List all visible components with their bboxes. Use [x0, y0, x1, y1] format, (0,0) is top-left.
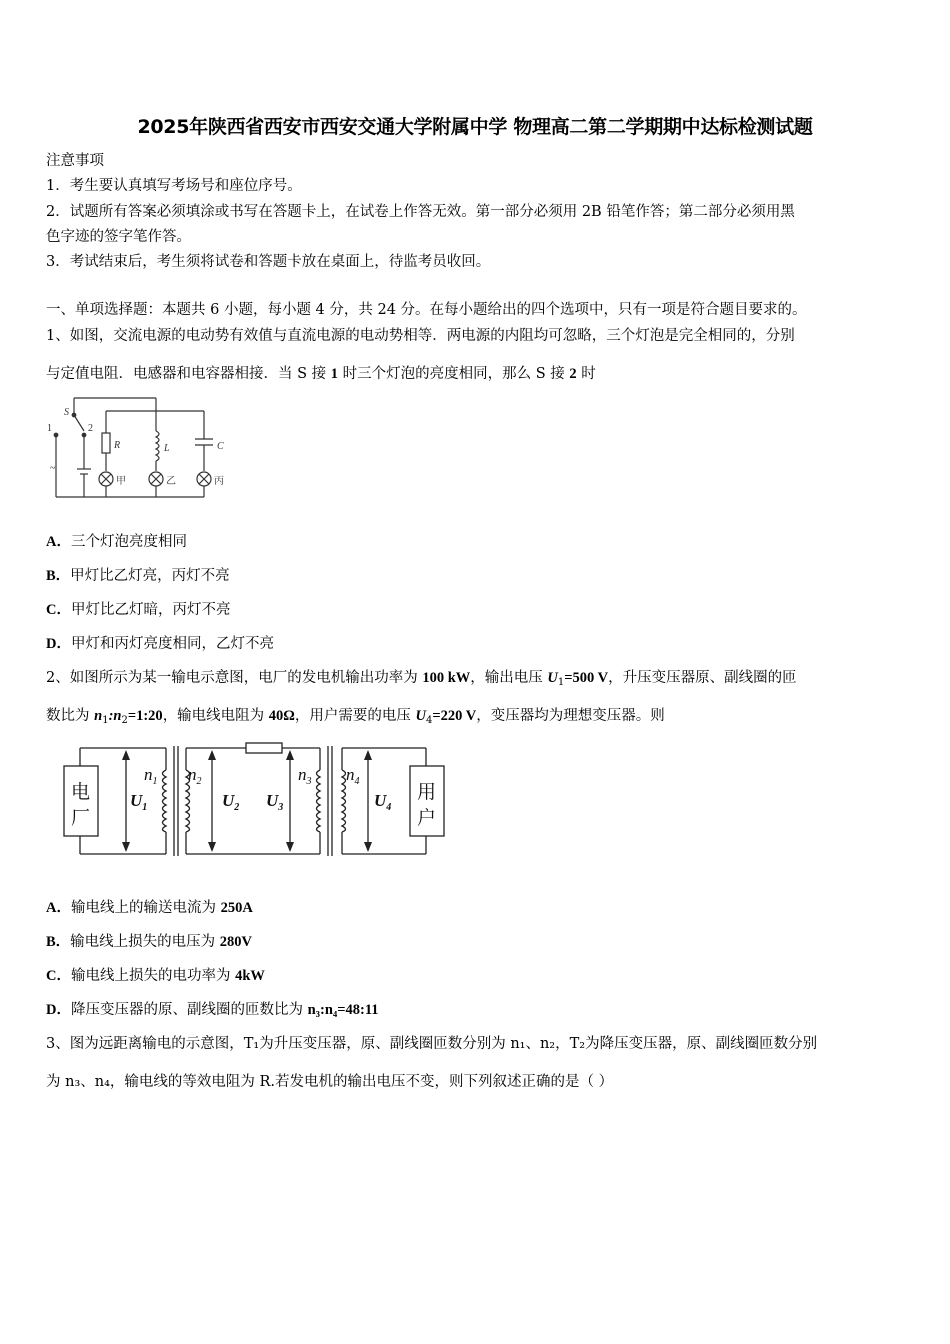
- q1-stem-line2: 与定值电阻．电感器和电容器相接．当 S 接 1 时三个灯泡的亮度相同，那么 S 接 2 时: [46, 366, 596, 382]
- q3-stem-line1: 3、图为远距离输电的示意图，T₁为升压变压器，原、副线圈匝数分别为 n₁、n₂，T₂为降压变压器，原、副线圈匝数分别: [46, 1036, 818, 1052]
- notice-item-2-cont: 色字迹的签字笔作答。: [46, 229, 191, 245]
- q2-option-b[interactable]: B．输电线上损失的电压为 280V: [46, 934, 253, 950]
- q1-option-b[interactable]: B．甲灯比乙灯亮，丙灯不亮: [46, 568, 230, 584]
- plant-label-2: 厂: [71, 808, 91, 829]
- n1-label: $n_1$: [144, 765, 158, 787]
- q2-option-a[interactable]: A．输电线上的输送电流为 250A: [46, 900, 253, 916]
- q3-stem-line2: 为 n₃、n₄，输电线的等效电阻为 R.若发电机的输出电压不变，则下列叙述正确的是（ ）: [46, 1074, 614, 1090]
- lamp-a-label: 甲: [116, 476, 126, 487]
- q2-stem-line1: 2、如图所示为某一输电示意图，电厂的发电机输出功率为 100 kW，输出电压 $U_1=500$ V，升压变压器原、副线圈的匝: [46, 670, 797, 688]
- inductor-label: L: [164, 443, 170, 454]
- pos1-label: 1: [47, 423, 52, 434]
- user-label-2: 户: [417, 808, 437, 829]
- q1-option-d[interactable]: D．甲灯和丙灯亮度相同，乙灯不亮: [46, 636, 274, 652]
- u2-label: $U_2$: [222, 791, 240, 813]
- q2-option-d[interactable]: D．降压变压器的原、副线圈的匝数比为 n₃:n₄=48:11: [46, 1002, 379, 1018]
- n4-label: $n_4$: [346, 765, 360, 787]
- notice-item-1: 1．考生要认真填写考场号和座位序号。: [46, 178, 302, 194]
- plant-label-1: 电: [71, 782, 91, 803]
- lamp-b-label: 乙: [166, 476, 176, 487]
- capacitor-label: C: [217, 441, 224, 452]
- switch-label: S: [64, 407, 69, 418]
- n2-label: $n_2$: [188, 765, 202, 787]
- ac-symbol: ~: [50, 463, 56, 474]
- resistor-label: R: [114, 440, 121, 451]
- notice-item-2: 2．试题所有答案必须填涂或书写在答题卡上，在试卷上作答无效。第一部分必须用 2B 铅笔作答；第二部分必须用黑: [46, 204, 795, 220]
- n3-label: $n_3$: [298, 765, 312, 787]
- q1-stem-line1: 1、如图，交流电源的电动势有效值与直流电源的电动势相等．两电源的内阻均可忽略，三个灯泡是完全相同的，分别: [46, 328, 795, 344]
- q2-transmission-diagram: [58, 740, 453, 860]
- notice-heading: 注意事项: [46, 153, 104, 169]
- u1-label: $U_1$: [130, 791, 148, 813]
- q2-stem-line2: 数比为 $n_1:n_2=1:20$，输电线电阻为 40Ω，用户需要的电压 $U_4=220$ V，变压器均为理想变压器。则: [46, 708, 665, 726]
- page-title: 2025年陕西省西安市西安交通大学附属中学 物理高二第二学期期中达标检测试题: [137, 116, 813, 138]
- section-heading: 一、单项选择题：本题共 6 小题，每小题 4 分，共 24 分。在每小题给出的四个选项中，只有一项是符合题目要求的。: [46, 302, 807, 318]
- lamp-c-label: 丙: [214, 476, 224, 487]
- q1-option-c[interactable]: C．甲灯比乙灯暗，丙灯不亮: [46, 602, 231, 618]
- pos2-label: 2: [88, 423, 93, 434]
- q2-option-c[interactable]: C．输电线上损失的电功率为 4kW: [46, 968, 265, 984]
- q1-option-a[interactable]: A．三个灯泡亮度相同: [46, 534, 187, 550]
- user-label-1: 用: [417, 782, 437, 803]
- u3-label: $U_3$: [266, 791, 284, 813]
- q1-circuit-diagram: [44, 393, 234, 503]
- u4-label: $U_4$: [374, 791, 392, 813]
- notice-item-3: 3．考试结束后，考生须将试卷和答题卡放在桌面上，待监考员收回。: [46, 254, 491, 270]
